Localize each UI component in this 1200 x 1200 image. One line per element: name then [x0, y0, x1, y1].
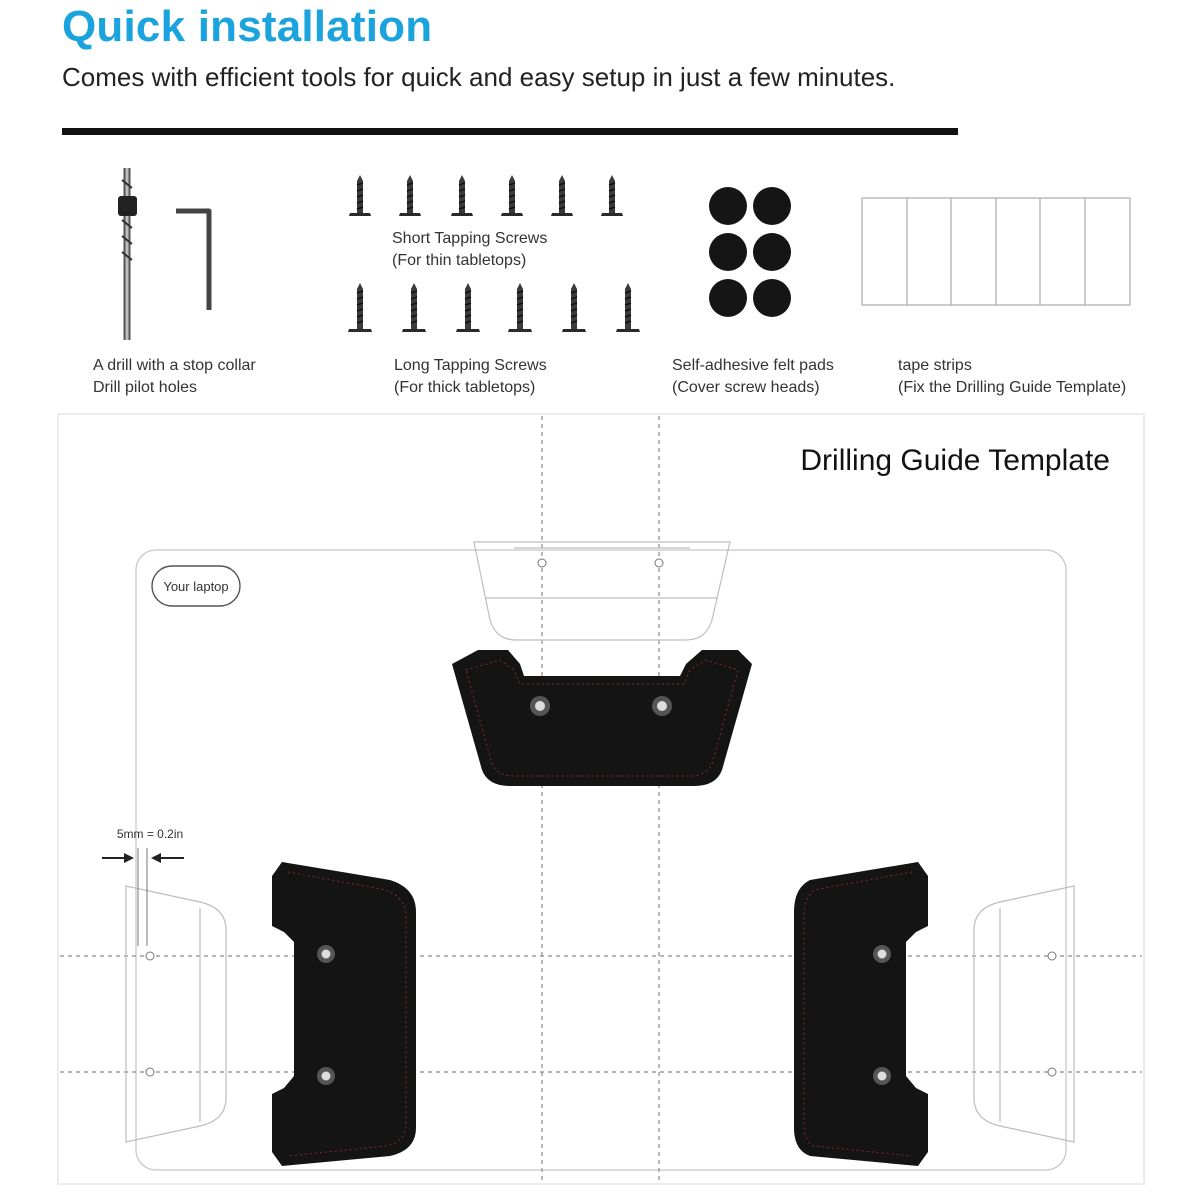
long-screws-caption-line2: (For thick tabletops): [394, 379, 536, 396]
felt-pads-caption-line2: (Cover screw heads): [672, 379, 820, 396]
drill-bit-icon: [118, 168, 137, 340]
long-screws-caption: [394, 355, 547, 399]
tape-strips-caption-line1: tape strips: [898, 357, 972, 374]
short-screws-caption: [392, 228, 547, 272]
drill-caption: [93, 355, 256, 399]
page-subtitle: Comes with efficient tools for quick and easy setup in just a few minutes.: [62, 62, 896, 92]
tape-strips-icon: [862, 198, 1130, 305]
drill-caption-line1: A drill with a stop collar: [93, 357, 256, 374]
page-title: Quick installation: [62, 2, 433, 51]
felt-pads-icon: [709, 187, 791, 317]
short-screws-caption-line2: (For thin tabletops): [392, 252, 527, 269]
drilling-template-sheet: [58, 414, 1144, 1184]
tape-strips-caption: [898, 355, 1126, 399]
allen-key-icon: [176, 211, 209, 310]
template-title: Drilling Guide Template: [800, 444, 1110, 477]
felt-pads-caption: [672, 355, 834, 399]
long-screws-caption-line1: Long Tapping Screws: [394, 357, 547, 374]
felt-pads-caption-line1: Self-adhesive felt pads: [672, 357, 834, 374]
long-screws-group: [348, 283, 640, 332]
drill-caption-line2: Drill pilot holes: [93, 379, 198, 396]
laptop-label: Your laptop: [163, 579, 229, 594]
short-screws-caption-line1: Short Tapping Screws: [392, 230, 548, 247]
tape-strips-caption-line2: (Fix the Drilling Guide Template): [898, 379, 1127, 396]
short-screws-group: [349, 175, 623, 216]
offset-label: 5mm = 0.2in: [116, 827, 184, 841]
